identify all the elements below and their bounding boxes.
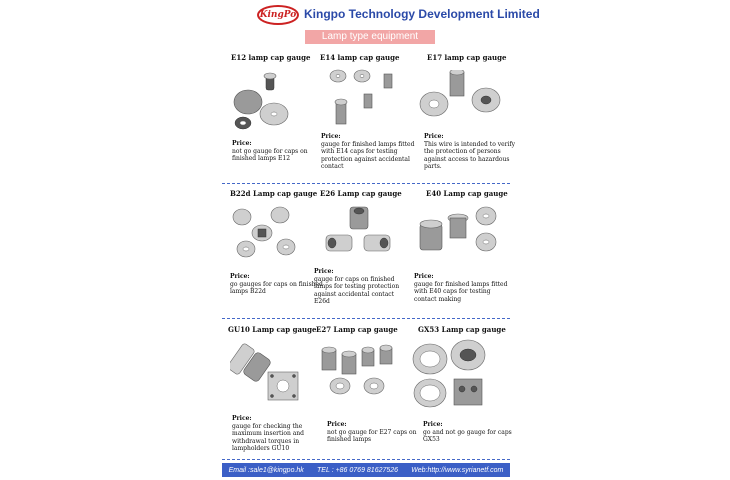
price-label: Price: bbox=[327, 421, 347, 428]
price-label: Price: bbox=[321, 133, 341, 140]
item-title: E17 lamp cap gauge bbox=[427, 53, 507, 62]
item-title: E26 Lamp cap gauge bbox=[320, 189, 402, 198]
item-title: E14 lamp cap gauge bbox=[320, 53, 400, 62]
price-label: Price: bbox=[314, 268, 334, 275]
item-description bbox=[327, 421, 422, 444]
price-label: Price: bbox=[423, 421, 443, 428]
e26-gauge-image bbox=[322, 203, 394, 263]
item-title: E12 lamp cap gauge bbox=[231, 53, 311, 62]
item-title: B22d Lamp cap gauge bbox=[230, 189, 318, 198]
item-description bbox=[424, 133, 519, 171]
logo-text: KingPo bbox=[259, 10, 297, 20]
row-divider bbox=[222, 459, 510, 460]
price-label: Price: bbox=[232, 415, 252, 422]
item-title: E27 Lamp cap gauge bbox=[316, 325, 398, 334]
price-label: Price: bbox=[230, 273, 250, 280]
e27-gauge-image bbox=[320, 342, 398, 400]
item-description bbox=[232, 415, 327, 453]
contact-footer bbox=[222, 463, 510, 477]
description-text: gauge for caps on finished lamps for testing protection against accidental contact E26d bbox=[314, 275, 400, 305]
description-text: This wire is intended to verify the protection of persons against access to hazardous parts. bbox=[424, 140, 516, 170]
gu10-gauge-image bbox=[230, 338, 306, 408]
description-text: not go gauge for caps on finished lamps E12 bbox=[232, 147, 308, 162]
item-title: E40 Lamp cap gauge bbox=[426, 189, 508, 198]
item-title: GX53 Lamp cap gauge bbox=[418, 325, 506, 334]
item-description bbox=[423, 421, 518, 444]
description-text: go and not go gauge for caps GX53 bbox=[423, 428, 512, 443]
price-label: Price: bbox=[414, 273, 434, 280]
description-text: go gauges for caps on finished lamps B22d bbox=[230, 280, 323, 295]
section-banner: Lamp type equipment bbox=[305, 30, 435, 44]
footer-website: Web:http://www.syrianetf.com bbox=[411, 466, 504, 474]
gx53-gauge-image bbox=[412, 337, 492, 411]
price-label: Price: bbox=[424, 133, 444, 140]
b22d-gauge-image bbox=[232, 205, 300, 263]
description-text: not go gauge for E27 caps on finished lamps bbox=[327, 428, 417, 443]
item-title: GU10 Lamp cap gauge bbox=[228, 325, 317, 334]
row-divider bbox=[222, 318, 510, 319]
row-divider bbox=[222, 183, 510, 184]
e12-gauge-image bbox=[232, 72, 294, 134]
item-description bbox=[230, 273, 325, 296]
item-description bbox=[414, 273, 509, 303]
footer-phone: TEL : +86 0769 81627526 bbox=[317, 466, 399, 474]
description-text: gauge for finished lamps fitted with E14 caps for testing protection against accidental contact bbox=[321, 140, 415, 170]
description-text: gauge for finished lamps fitted with E40 caps for testing contact making bbox=[414, 280, 508, 303]
e40-gauge-image bbox=[414, 204, 500, 264]
price-label: Price: bbox=[232, 140, 252, 147]
item-description bbox=[321, 133, 416, 171]
company-name: Kingpo Technology Development Limited bbox=[304, 7, 540, 21]
footer-email: Email :sale1@kingpo.hk bbox=[228, 466, 304, 474]
e14-gauge-image bbox=[328, 68, 400, 130]
item-description bbox=[232, 140, 327, 163]
e17-gauge-image bbox=[418, 70, 504, 122]
description-text: gauge for checking the maximum insertion and withdrawal torques in lampholders GU10 bbox=[232, 422, 304, 452]
item-description bbox=[314, 268, 409, 306]
company-logo bbox=[257, 5, 299, 25]
